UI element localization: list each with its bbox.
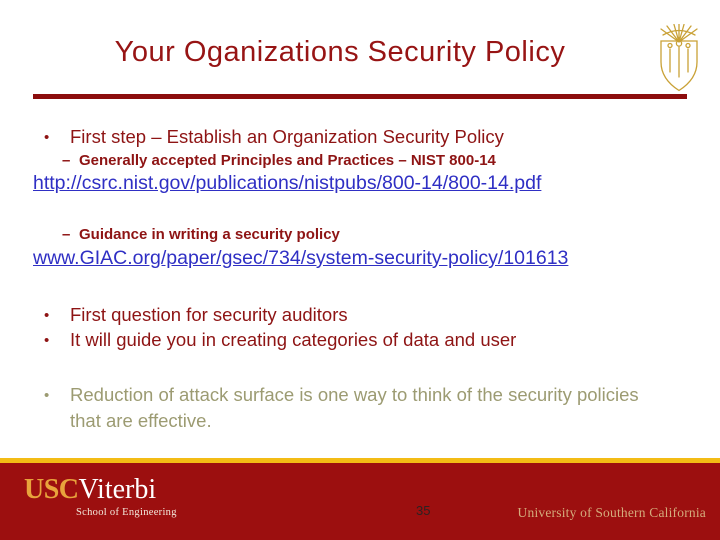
bullet-text: It will guide you in creating categories of data and user	[70, 329, 517, 350]
usc-logo-text: USC	[24, 474, 79, 505]
dash-marker: –	[62, 152, 71, 169]
university-name: University of Southern California	[517, 505, 706, 520]
bullet-text: Reduction of attack surface is one way to think of the security policies that are effective.	[70, 384, 639, 431]
school-of-engineering-label: School of Engineering	[76, 507, 177, 518]
sub-bullet-text: Guidance in writing a security policy	[79, 226, 340, 243]
sub-bullet-text: Generally accepted Principles and Practices – NIST 800-14	[79, 152, 496, 169]
giac-link[interactable]: www.GIAC.org/paper/gsec/734/system-security-policy/101613	[33, 247, 569, 269]
page-number: 35	[416, 503, 431, 518]
usc-shield-icon	[656, 24, 702, 92]
bullet-marker: •	[44, 307, 50, 324]
sub-bullet-item	[62, 226, 340, 243]
title-divider	[33, 94, 687, 99]
usc-viterbi-logo	[24, 476, 156, 504]
bullet-item	[44, 382, 654, 434]
bullet-text: First step – Establish an Organization Security Policy	[70, 126, 504, 147]
dash-marker: –	[62, 226, 71, 243]
bullet-item	[44, 304, 348, 326]
bullet-item	[44, 329, 516, 351]
footer	[0, 463, 720, 540]
bullet-marker: •	[44, 332, 50, 349]
viterbi-logo-text: Viterbi	[78, 474, 157, 505]
bullet-marker: •	[44, 387, 50, 404]
bullet-marker: •	[44, 129, 50, 146]
bullet-item	[44, 126, 504, 148]
bullet-text: First question for security auditors	[70, 304, 348, 325]
page-title: Your Oganizations Security Policy	[114, 36, 566, 68]
nist-link[interactable]: http://csrc.nist.gov/publications/nistpubs/800-14/800-14.pdf	[33, 172, 542, 194]
sub-bullet-item	[62, 152, 496, 169]
